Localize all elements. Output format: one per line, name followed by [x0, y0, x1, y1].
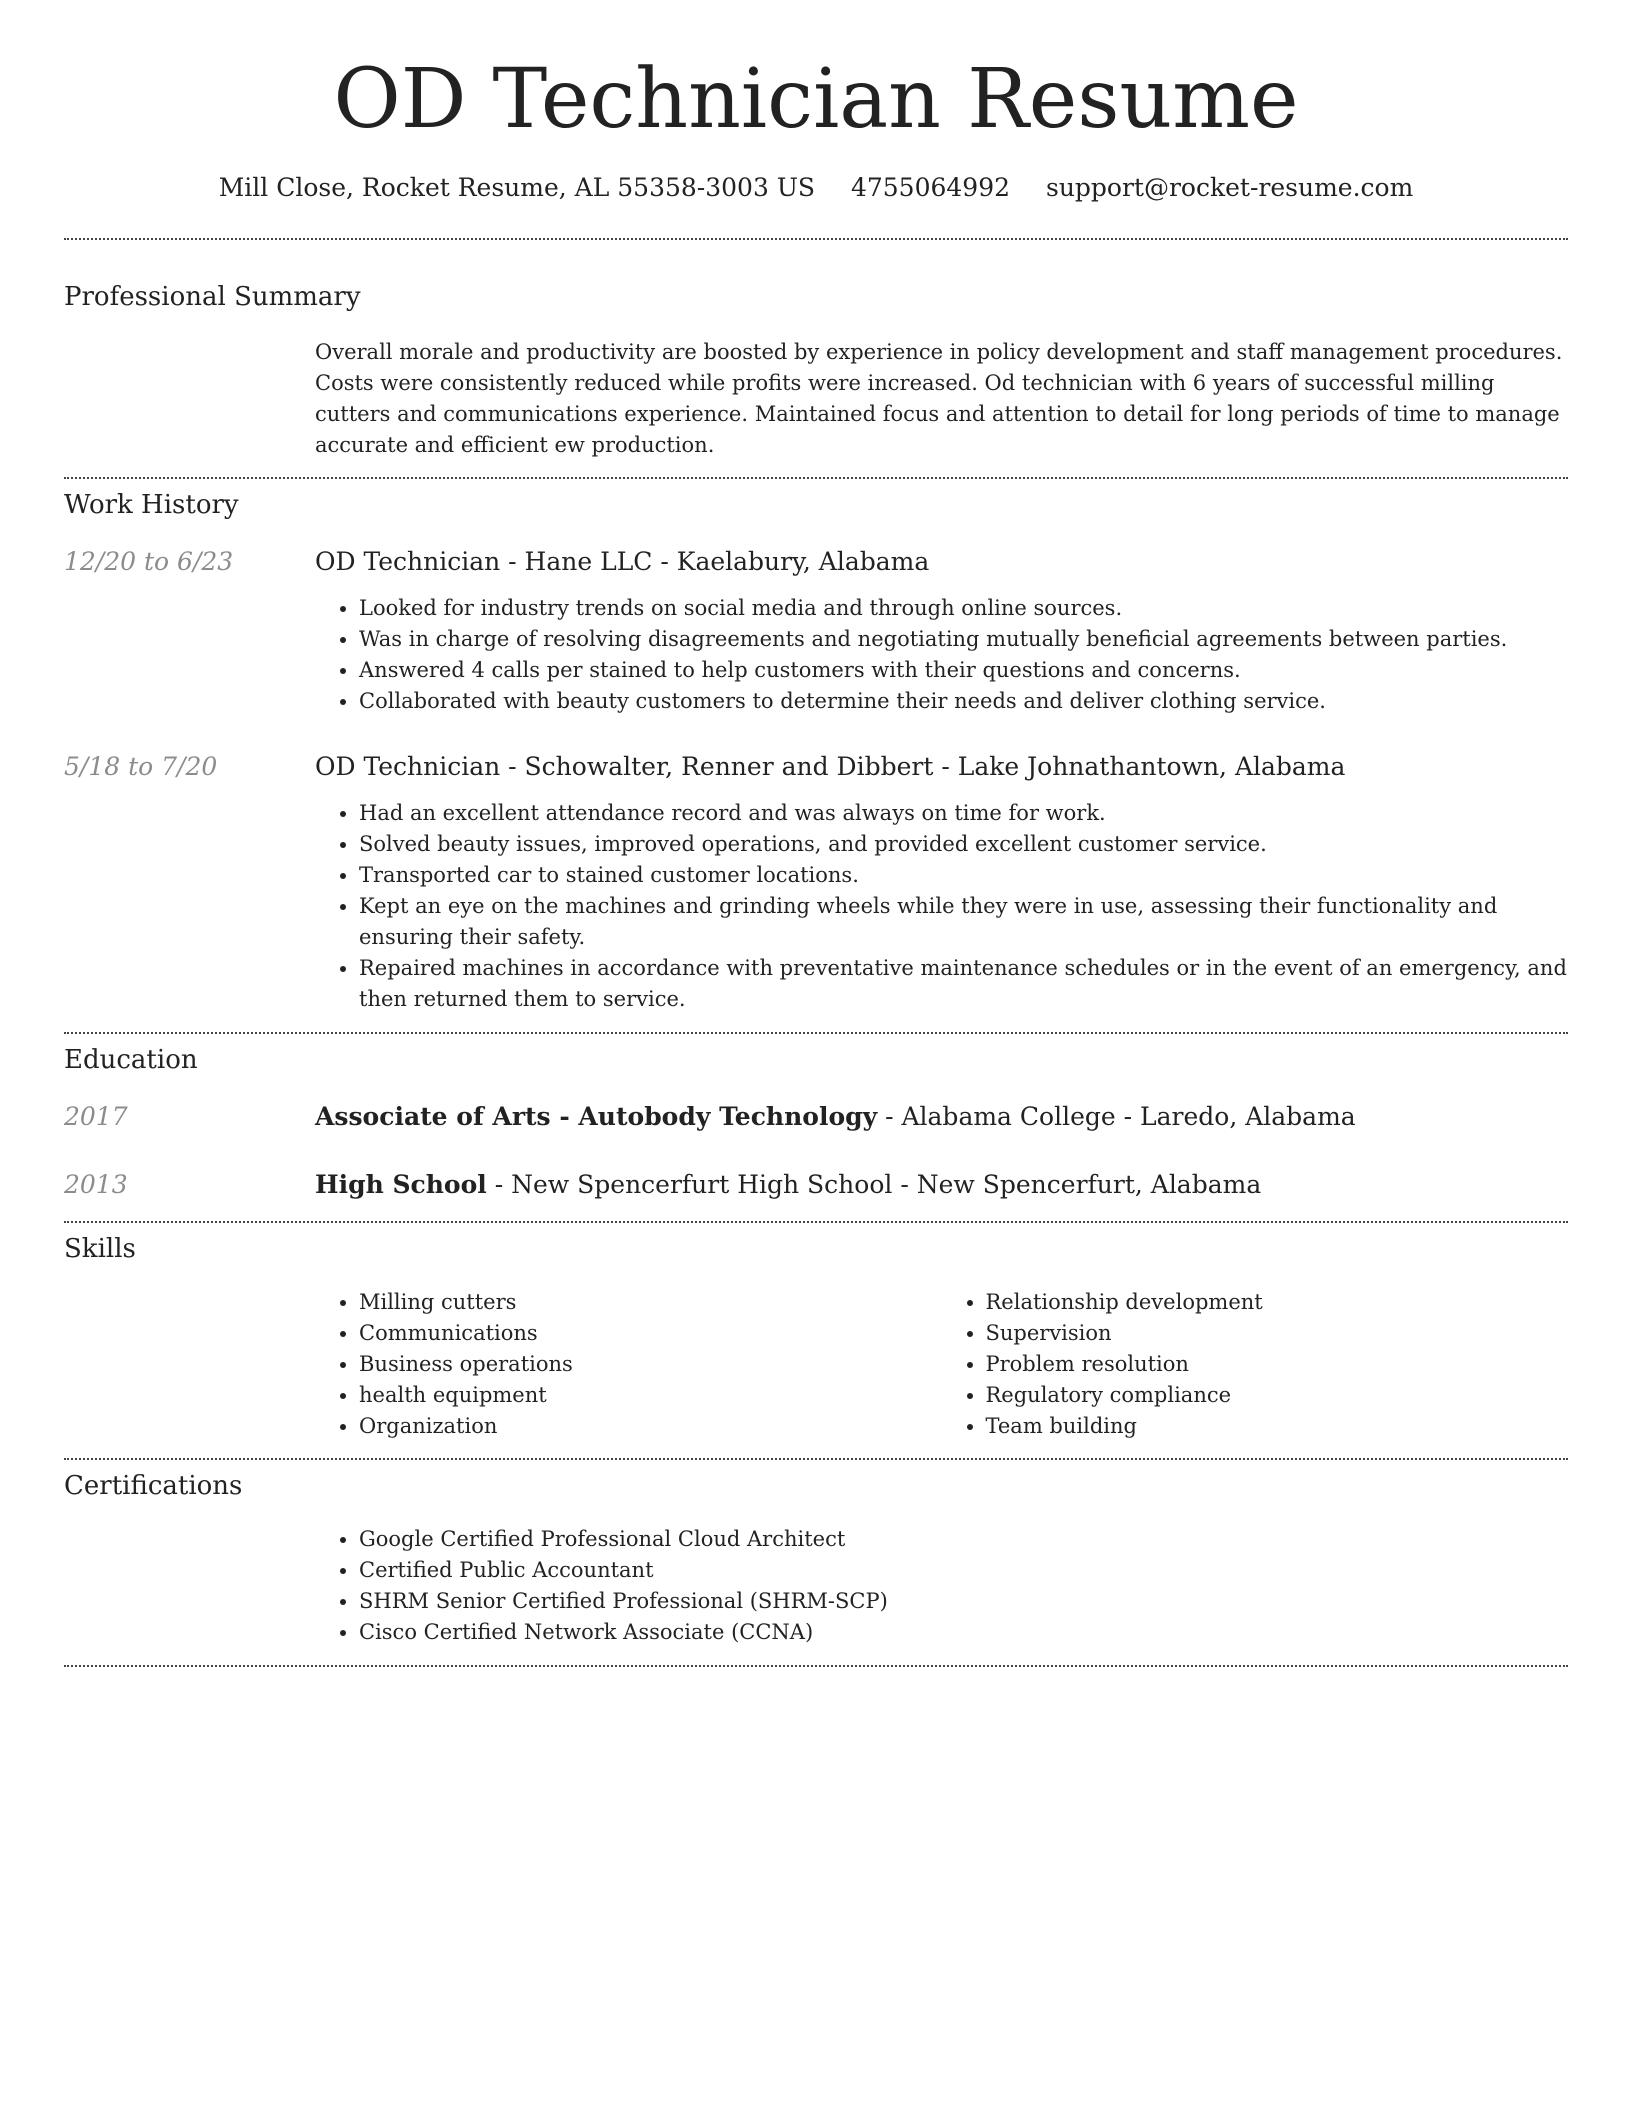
list-item: • Kept an eye on the machines and grinding wheels while they were in use, assessing their functionality and ensuring their safety. [359, 891, 1568, 953]
certifications-list [315, 1524, 1568, 1648]
divider [64, 1221, 1568, 1223]
contact-phone: 4755064992 [850, 173, 1011, 202]
list-item: • Cisco Certified Network Associate (CCNA) [359, 1617, 1568, 1648]
list-item: • Answered 4 calls per stained to help customers with their questions and concerns. [359, 655, 1568, 686]
summary-body [315, 337, 1568, 461]
list-item: • Google Certified Professional Cloud Architect [359, 1524, 1568, 1555]
list-item: • Had an excellent attendance record and was always on time for work. [359, 798, 1568, 829]
education-entry [315, 1100, 1568, 1134]
list-item: • Looked for industry trends on social media and through online sources. [359, 593, 1568, 624]
list-item: • health equipment [359, 1380, 942, 1411]
skills-list-left [315, 1287, 942, 1442]
job-entry [315, 545, 1568, 717]
education-entry [315, 1168, 1568, 1202]
list-item: • Was in charge of resolving disagreements and negotiating mutually beneficial agreements between parties. [359, 624, 1568, 655]
education-degree: Associate of Arts - Autobody Technology [315, 1102, 878, 1131]
list-item: • SHRM Senior Certified Professional (SHRM-SCP) [359, 1586, 1568, 1617]
list-item: • Organization [359, 1411, 942, 1442]
contact-email: support@rocket-resume.com [1045, 173, 1414, 202]
contact-line [64, 170, 1568, 206]
resume-title: OD Technician Resume [333, 52, 1299, 147]
education-year: 2013 [64, 1170, 128, 1199]
section-title-skills: Skills [64, 1234, 136, 1264]
list-item: • Transported car to stained customer locations. [359, 860, 1568, 891]
divider [64, 1032, 1568, 1034]
list-item: • Team building [986, 1411, 1569, 1442]
skills-columns [315, 1287, 1568, 1442]
job-bullets [315, 593, 1568, 717]
list-item: • Relationship development [986, 1287, 1569, 1318]
list-item: • Business operations [359, 1349, 942, 1380]
education-degree: High School [315, 1170, 487, 1199]
certifications-body [315, 1524, 1568, 1648]
education-year: 2017 [64, 1102, 128, 1131]
job-entry [315, 750, 1568, 1015]
divider [64, 238, 1568, 240]
list-item: • Supervision [986, 1318, 1569, 1349]
list-item: • Repaired machines in accordance with preventative maintenance schedules or in the event of an emergency, and then returned them to service. [359, 953, 1568, 1015]
job-title: OD Technician - Hane LLC - Kaelabury, Alabama [315, 547, 930, 576]
list-item: • Regulatory compliance [986, 1380, 1569, 1411]
list-item: • Problem resolution [986, 1349, 1569, 1380]
skills-list-right [942, 1287, 1569, 1442]
list-item: • Milling cutters [359, 1287, 942, 1318]
section-title-summary: Professional Summary [64, 282, 361, 312]
education-school: - Alabama College - Laredo, Alabama [877, 1102, 1356, 1131]
divider [64, 1458, 1568, 1460]
job-dates: 12/20 to 6/23 [64, 547, 234, 576]
divider [64, 477, 1568, 479]
job-title: OD Technician - Schowalter, Renner and Dibbert - Lake Johnathantown, Alabama [315, 752, 1346, 781]
job-bullets [315, 798, 1568, 1015]
section-title-certifications: Certifications [64, 1471, 243, 1501]
contact-address: Mill Close, Rocket Resume, AL 55358-3003 US [218, 173, 816, 202]
list-item: • Certified Public Accountant [359, 1555, 1568, 1586]
section-title-work: Work History [64, 490, 239, 520]
summary-text: Overall morale and productivity are boosted by experience in policy development and staff management procedures. Costs were consistently reduced while profits were increased. Od technician with 6 years of successful milling cutters and communications experience. Maintained focus and attention to detail for long periods of time to manage accurate and efficient ew production. [315, 340, 1563, 457]
job-dates: 5/18 to 7/20 [64, 752, 218, 781]
list-item: • Communications [359, 1318, 942, 1349]
list-item: • Collaborated with beauty customers to determine their needs and deliver clothing service. [359, 686, 1568, 717]
list-item: • Solved beauty issues, improved operations, and provided excellent customer service. [359, 829, 1568, 860]
section-title-education: Education [64, 1045, 198, 1075]
divider [64, 1665, 1568, 1667]
education-school: - New Spencerfurt High School - New Spencerfurt, Alabama [486, 1170, 1262, 1199]
